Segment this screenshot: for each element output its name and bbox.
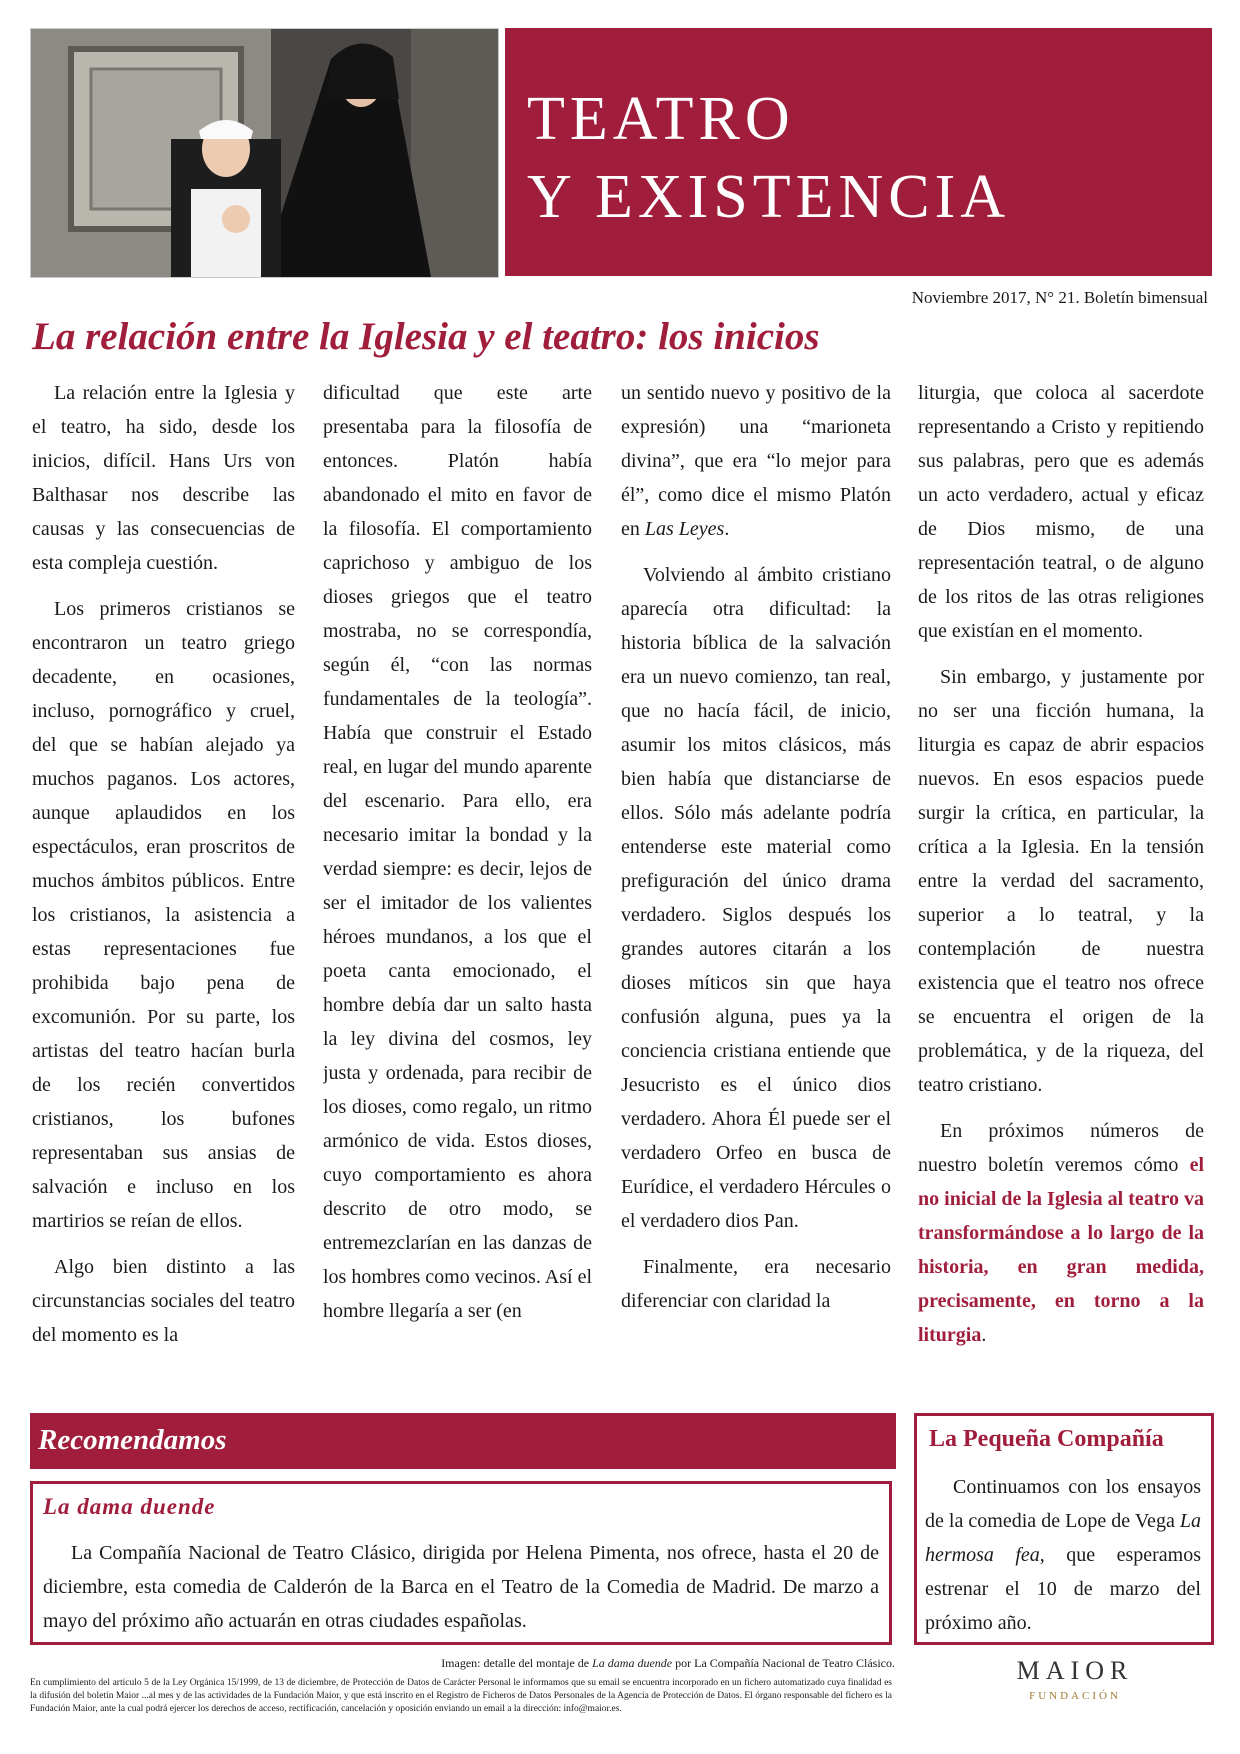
article-paragraph (621, 376, 891, 546)
sidebar-box (914, 1413, 1214, 1645)
text-run: , que esperamos estrenar el 10 de marzo del próximo año. (925, 1544, 1201, 1634)
masthead-title-line-1: TEATRO (527, 85, 795, 153)
article-column-3 (621, 376, 891, 1400)
play-title: La hermosa fea (925, 1510, 1201, 1566)
text-run: . (724, 518, 730, 540)
article-paragraph: Finalmente, era necesario diferenciar con claridad la (621, 1256, 891, 1312)
article-paragraph: liturgia, que coloca al sacerdote representando a Cristo y repitiendo sus palabras, pero que es además un acto verdadero, actual y eficaz de Dios mismo, de una representación teatral, o de alguno de los ritos de las otras religiones que existían en el momento. (918, 382, 1204, 642)
article-column-1 (32, 376, 295, 1400)
text-run: . (981, 1324, 987, 1346)
text-run: Imagen: detalle del montaje de (441, 1656, 593, 1670)
stage-photo (30, 28, 499, 278)
text-run: En próximos números de nuestro boletín veremos cómo (918, 1120, 1204, 1176)
recommend-box (30, 1481, 892, 1645)
recommend-heading: Recomendamos (38, 1424, 227, 1456)
article-paragraph: Sin embargo, y justamente por no ser una ficción humana, la liturgia es capaz de abrir espacios nuevos. En esos espacios puede surgir la crítica, en particular, la crítica a la Iglesia. En la tensión entre la verdad del sacramento, superior a lo teatral, y la contemplación de nuestra existencia que el teatro nos ofrece se encuentra el origen de la problemática, y de la riqueza, del teatro cristiano. (918, 666, 1204, 1096)
article-paragraph: dificultad que este arte presentaba para la filosofía de entonces. Platón había abandonado el mito en favor de la filosofía. El comportamiento caprichoso y ambiguo de los dioses griegos que el teatro mostraba, no se correspondía, según él, “con las normas fundamentales de la teología”. Había que construir el Estado real, en lugar del mundo aparente del escenario. Para ello, era necesario imitar la bondad y la verdad siempre: es decir, lejos de ser el imitador de los valientes héroes mundanos, a los que el poeta canta emocionado, el hombre debía dar un salto hasta la ley divina del cosmos, ley justa y ordenada, para recibir de los dioses, como regalo, un ritmo armónico de vida. Estos dioses, cuyo comportamiento es ahora descrito de otro modo, se entremezclarían en las danzas de los hombres como vecinos. Así el hombre llegaría a ser (en (323, 382, 592, 1322)
issue-line: Noviembre 2017, N° 21. Boletín bimensual (911, 288, 1208, 307)
article-column-4 (918, 376, 1204, 1400)
recommend-text: La Compañía Nacional de Teatro Clásico, dirigida por Helena Pimenta, nos ofrece, hasta el 20 de diciembre, esta comedia de Calderón de la Barca en el Teatro de la Comedia de Madrid. De marzo a mayo del próximo año actuarán en otras ciudades españolas. (43, 1542, 879, 1632)
article-paragraph: La relación entre la Iglesia y el teatro, ha sido, desde los inicios, difícil. Hans Urs von Balthasar nos describe las causas y las consecuencias de esta compleja cuestión. (32, 382, 295, 574)
image-caption (441, 1656, 895, 1671)
text-run: por La Compañía Nacional de Teatro Clásico. (672, 1656, 895, 1670)
sidebar-title: La Pequeña Compañía (929, 1426, 1164, 1452)
book-title: Las Leyes (644, 518, 725, 540)
sidebar-text (925, 1470, 1201, 1640)
text-run: Continuamos con los ensayos de la comedia de Lope de Vega (925, 1476, 1201, 1532)
article-title: La relación entre la Iglesia y el teatro: los inicios (32, 315, 820, 358)
article-paragraph: Los primeros cristianos se encontraron un teatro griego decadente, en ocasiones, incluso, pornográfico y cruel, del que se habían alejado ya muchos paganos. Los actores, aunque aplaudidos en los espectáculos, eran proscritos de muchos ámbitos públicos. Entre los cristianos, la asistencia a estas representaciones fue prohibida bajo pena de excomunión. Por su parte, los artistas del teatro hacían burla de los recién convertidos cristianos, los bufones representaban sus ansias de salvación e incluso en los martirios se reían de ellos. (32, 598, 295, 1232)
article-paragraph (918, 1114, 1204, 1352)
masthead-title-line-2: Y EXISTENCIA (527, 163, 1011, 231)
highlighted-text: el no inicial de la Iglesia al teatro va transformándose a lo largo de la historia, en gran medida, precisamente, en torno a la liturgia (918, 1154, 1204, 1346)
recommend-banner (30, 1413, 896, 1469)
logo-subtitle: FUNDACIÓN (1029, 1690, 1121, 1702)
recommend-subtitle: La dama duende (43, 1494, 216, 1519)
text-run: un sentido nuevo y positivo de la expresión) una “marioneta divina”, que era “lo mejor para él”, como dice el mismo Platón en (621, 382, 891, 540)
legal-notice: En cumplimiento del artículo 5 de la Ley Orgánica 15/1999, de 13 de diciembre, de Protección de Datos de Carácter Personal le informamos que su email se encuentra incorporado en un fichero automatizado cuya finalidad es la difusión del boletín Maior ...al mes y de las actividades de la Fundación Maior, y que está inscrito en el Registro de Ficheros de Datos Personales de la Agencia de Protección de Datos. El órgano responsable del fichero es la Fundación Maior, ante la cual podrá ejercer los derechos de acceso, rectificación, cancelación y oposición enviando un email a la dirección: info@maior.es. (30, 1678, 892, 1714)
maior-logo (1000, 1656, 1150, 1702)
article-paragraph: Algo bien distinto a las circunstancias sociales del teatro del momento es la (32, 1256, 295, 1346)
caption-italic: La dama duende (592, 1656, 673, 1670)
article-column-2 (323, 376, 592, 1400)
article-paragraph: Volviendo al ámbito cristiano aparecía otra dificultad: la historia bíblica de la salvación era un nuevo comienzo, tan real, que no hacía fácil, de inicio, asumir los mitos clásicos, más bien había que distanciarse de ellos. Sólo más adelante podría entenderse este material como prefiguración del único drama verdadero. Siglos después los grandes autores citarán a los dioses míticos sin que haya confusión alguna, pues ya la conciencia cristiana entiende que Jesucristo es el único dios verdadero. Ahora Él puede ser el verdadero Orfeo en busca de Eurídice, el verdadero Hércules o el verdadero dios Pan. (621, 564, 891, 1232)
masthead (505, 28, 1212, 276)
logo-wordmark: MAIOR (1016, 1656, 1134, 1685)
